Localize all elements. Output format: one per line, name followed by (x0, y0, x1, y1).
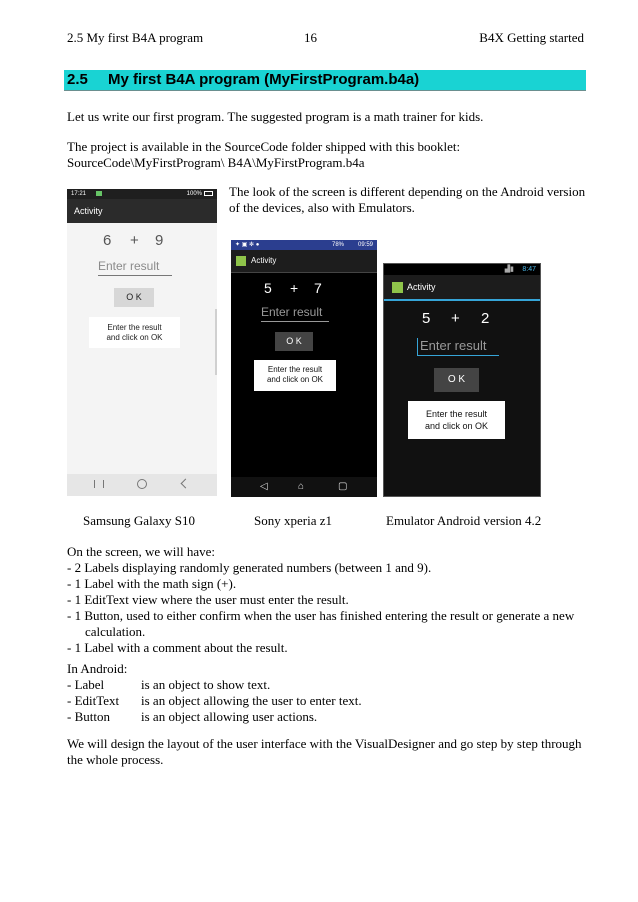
status-bar (384, 264, 540, 275)
page-header-right: B4X Getting started (479, 30, 584, 45)
sign-label: + (290, 280, 299, 296)
number1-label: 6 (103, 232, 112, 249)
number2-label: 9 (155, 232, 164, 249)
status-time: 8:47 (522, 266, 536, 273)
comment-line-1: Enter the result (267, 365, 323, 374)
closing-line-2: the whole process. (67, 752, 164, 767)
comment-label (408, 401, 505, 439)
comment-line-2: and click on OK (106, 333, 163, 342)
notification-icons: ✦ ▣ ✻ ● (235, 242, 260, 248)
ok-button[interactable]: O K (114, 288, 154, 307)
status-battery: 78% (331, 242, 344, 248)
number2-label: 7 (314, 280, 322, 296)
activity-title: Activity (74, 206, 103, 216)
number1-label: 5 (264, 280, 272, 296)
ok-button[interactable]: O K (275, 332, 313, 351)
list-item: - 2 Labels displaying randomly generated numbers (between 1 and 9). (67, 560, 432, 575)
number2-label: 2 (481, 310, 490, 327)
recents-icon[interactable] (94, 480, 104, 488)
action-bar (231, 250, 377, 273)
project-path: SourceCode\MyFirstProgram\ B4A\MyFirstProgram.b4a (67, 155, 365, 170)
scroll-edge (215, 309, 217, 375)
app-icon (96, 191, 102, 196)
nav-bar (231, 477, 377, 497)
app-icon (236, 256, 246, 266)
home-icon[interactable]: ⌂ (298, 481, 305, 492)
comment-label (89, 317, 180, 348)
sign-label: + (451, 310, 460, 327)
status-bar (67, 189, 217, 199)
comment-line-2: and click on OK (424, 421, 489, 431)
status-battery: 100% (186, 191, 202, 197)
status-time: 09:59 (357, 242, 373, 248)
section-number: 2.5 (67, 71, 88, 88)
recents-icon[interactable]: ▢ (338, 481, 348, 492)
screen-list-intro: On the screen, we will have: (67, 544, 216, 559)
closing-text (67, 736, 582, 768)
list-item-continuation: calculation. (85, 624, 146, 639)
comment-line-1: Enter the result (425, 409, 488, 419)
list-item: - 1 EditText view where the user must enter the result. (67, 592, 349, 607)
look-text-1: The look of the screen is different depending on the Android version (229, 184, 586, 199)
app-icon (392, 282, 403, 293)
activity-title: Activity (407, 282, 436, 292)
section-title: My first B4A program (MyFirstProgram.b4a) (108, 71, 420, 88)
signal-icon: ▟▮ (504, 266, 514, 273)
definition-term: - EditText (67, 693, 120, 708)
nav-bar (67, 474, 217, 496)
comment-line-2: and click on OK (266, 375, 324, 384)
caption-emulator: Emulator Android version 4.2 (386, 513, 542, 528)
result-input[interactable]: Enter result (417, 338, 499, 356)
project-text-1: The project is available in the SourceCode folder shipped with this booklet: (67, 139, 461, 154)
definition-term: - Button (67, 709, 110, 724)
status-bar (231, 240, 377, 250)
samsung-screenshot (67, 189, 217, 496)
definition-row (67, 709, 362, 725)
emulator-screenshot (383, 263, 541, 497)
status-time: 17:21 (71, 191, 87, 197)
page-header-left: 2.5 My first B4A program (67, 30, 204, 45)
comment-line-1: Enter the result (107, 323, 162, 332)
android-definitions (67, 661, 362, 725)
caption-sony: Sony xperia z1 (254, 513, 332, 528)
list-item: - 1 Button, used to either confirm when the user has finished entering the result or generate a new (67, 608, 575, 623)
result-input[interactable]: Enter result (98, 259, 172, 276)
list-item: - 1 Label with a comment about the result. (67, 640, 288, 655)
caption-samsung: Samsung Galaxy S10 (83, 513, 195, 528)
definition-term: - Label (67, 677, 105, 692)
definition-row (67, 677, 362, 693)
comment-label (254, 360, 336, 391)
look-text-2: of the devices, also with Emulators. (229, 200, 415, 215)
back-icon[interactable]: ◁ (260, 481, 268, 492)
sign-label: + (130, 232, 139, 249)
android-intro: In Android: (67, 661, 128, 676)
sony-screenshot (231, 240, 377, 497)
intro-text: Let us write our first program. The suggested program is a math trainer for kids. (67, 109, 484, 124)
action-bar (384, 275, 540, 301)
action-bar (67, 199, 217, 223)
section-heading (64, 70, 586, 91)
page-number: 16 (304, 30, 317, 45)
list-item: - 1 Label with the math sign (+). (67, 576, 237, 591)
definition-row (67, 693, 362, 709)
screen-list (67, 544, 574, 656)
definition-desc: is an object allowing user actions. (141, 709, 318, 724)
result-input[interactable]: Enter result (261, 305, 329, 322)
home-icon[interactable] (137, 479, 147, 489)
back-icon[interactable] (181, 479, 191, 489)
definition-desc: is an object allowing the user to enter text. (141, 693, 362, 708)
activity-title: Activity (251, 256, 277, 265)
battery-icon (204, 191, 213, 196)
definition-desc: is an object to show text. (141, 677, 271, 692)
closing-line-1: We will design the layout of the user interface with the VisualDesigner and go step by step through (67, 736, 582, 751)
number1-label: 5 (422, 310, 431, 327)
ok-button[interactable]: O K (434, 368, 479, 392)
